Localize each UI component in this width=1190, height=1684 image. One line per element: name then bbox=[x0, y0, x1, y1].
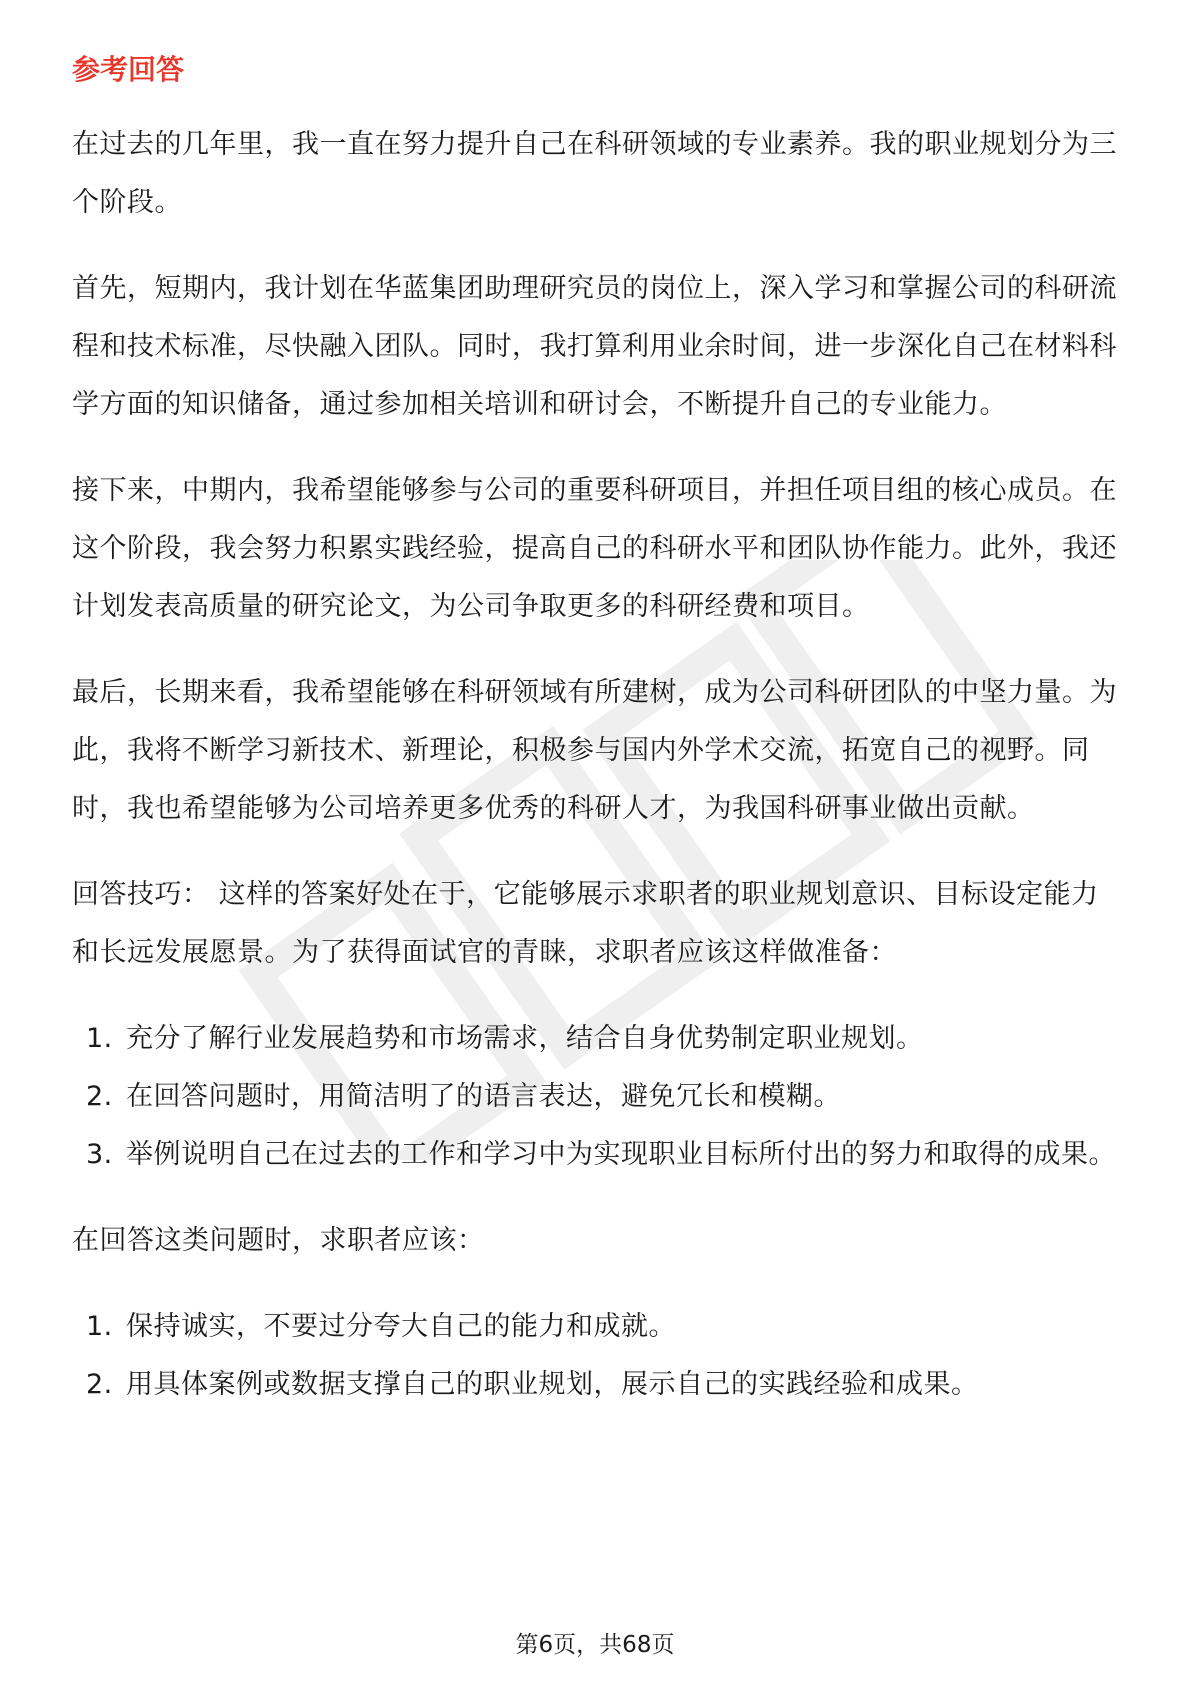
paragraph: 在过去的几年里，我一直在努力提升自己在科研领域的专业素养。我的职业规划分为三个阶段。 bbox=[72, 129, 1117, 218]
advice-list bbox=[72, 1298, 1124, 1414]
paragraph: 首先，短期内，我计划在华蓝集团助理研究员的岗位上，深入学习和掌握公司的科研流程和技术标准，尽快融入团队。同时，我打算利用业余时间，进一步深化自己在材料科学方面的知识储备，通过参加相关培训和研讨会，不断提升自己的专业能力。 bbox=[72, 273, 1117, 420]
list-item-text: 用具体案例或数据支撑自己的职业规划，展示自己的实践经验和成果。 bbox=[126, 1369, 979, 1400]
list-number: 1. bbox=[86, 1311, 113, 1342]
list-item bbox=[72, 1356, 1124, 1414]
list-number: 1. bbox=[86, 1023, 113, 1054]
advice-intro: 在回答这类问题时，求职者应该： bbox=[72, 1225, 485, 1256]
list-number: 2. bbox=[86, 1081, 113, 1112]
list-item bbox=[72, 1010, 1124, 1068]
section-heading: 参考回答 bbox=[72, 53, 185, 86]
list-number: 2. bbox=[86, 1369, 113, 1400]
list-item-text: 保持诚实，不要过分夸大自己的能力和成就。 bbox=[126, 1311, 676, 1342]
paragraph: 最后，长期来看，我希望能够在科研领域有所建树，成为公司科研团队的中坚力量。为此，我将不断学习新技术、新理论，积极参与国内外学术交流，拓宽自己的视野。同时，我也希望能够为公司培养更多优秀的科研人才，为我国科研事业做出贡献。 bbox=[72, 677, 1117, 824]
document-page bbox=[72, 50, 1124, 1442]
list-item bbox=[72, 1298, 1124, 1356]
page-footer: 第6页，共68页 bbox=[515, 1632, 675, 1658]
list-item-text: 在回答问题时，用简洁明了的语言表达，避免冗长和模糊。 bbox=[126, 1081, 841, 1112]
tips-list bbox=[72, 1010, 1124, 1184]
list-item-text: 举例说明自己在过去的工作和学习中为实现职业目标所付出的努力和取得的成果。 bbox=[126, 1139, 1116, 1170]
tips-intro: 回答技巧： 这样的答案好处在于，它能够展示求职者的职业规划意识、目标设定能力和长远发展愿景。为了获得面试官的青睐，求职者应该这样做准备： bbox=[72, 879, 1099, 968]
list-item-text: 充分了解行业发展趋势和市场需求，结合自身优势制定职业规划。 bbox=[126, 1023, 924, 1054]
paragraph: 接下来，中期内，我希望能够参与公司的重要科研项目，并担任项目组的核心成员。在这个阶段，我会努力积累实践经验，提高自己的科研水平和团队协作能力。此外，我还计划发表高质量的研究论文，为公司争取更多的科研经费和项目。 bbox=[72, 475, 1117, 622]
list-item bbox=[72, 1068, 1124, 1126]
list-item bbox=[72, 1126, 1124, 1184]
list-number: 3. bbox=[86, 1139, 113, 1170]
